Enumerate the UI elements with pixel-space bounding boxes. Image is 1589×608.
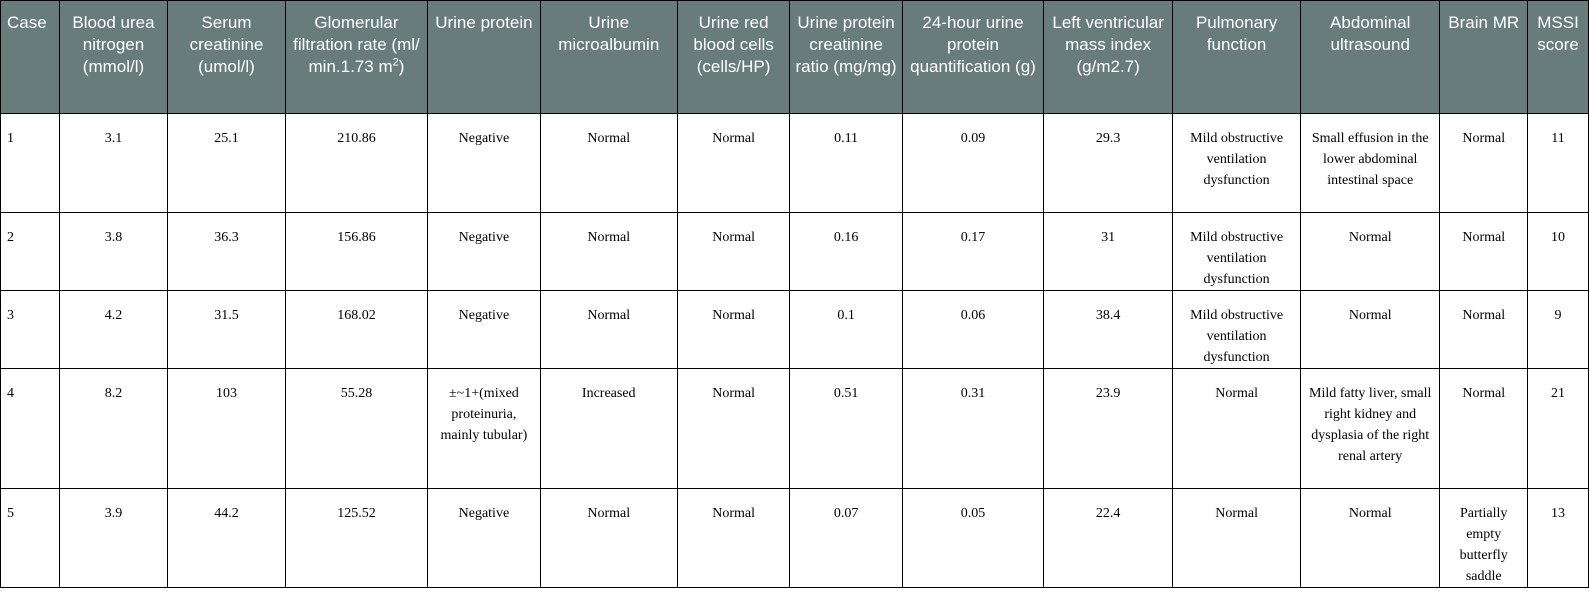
cell-urine-microalbumin: Normal — [540, 489, 677, 588]
cell-serum-creatinine: 36.3 — [168, 213, 286, 291]
cell-urine-protein: Negative — [428, 489, 540, 588]
cell-urine-microalbumin: Normal — [540, 213, 677, 291]
cell-urine-protein: Negative — [428, 114, 540, 213]
cell-case: 3 — [1, 291, 60, 369]
cell-lvmi: 38.4 — [1044, 291, 1173, 369]
table-header — [1, 1, 1589, 114]
header-blood-urea-nitrogen: Blood urea nitrogen (mmol/l) — [59, 1, 167, 114]
cell-urine-rbc: Normal — [677, 291, 789, 369]
header-serum-creatinine: Serum creatinine (umol/l) — [168, 1, 286, 114]
cell-case: 4 — [1, 369, 60, 489]
header-mssi-score: MSSI score — [1528, 1, 1589, 114]
table-row — [1, 369, 1589, 489]
cell-24h-protein: 0.31 — [902, 369, 1043, 489]
cell-abdominal-ultrasound: Mild fatty liver, small right kidney and dysplasia of the right renal artery — [1301, 369, 1440, 489]
cell-pulmonary: Mild obstructive ventilation dysfunction — [1173, 114, 1301, 213]
cell-urine-protein: Negative — [428, 291, 540, 369]
cell-upcr: 0.1 — [790, 291, 902, 369]
cell-brain-mr: Normal — [1440, 369, 1528, 489]
cell-abdominal-ultrasound: Small effusion in the lower abdominal intestinal space — [1301, 114, 1440, 213]
cell-24h-protein: 0.05 — [902, 489, 1043, 588]
cell-case: 1 — [1, 114, 60, 213]
cell-mssi: 21 — [1528, 369, 1589, 489]
cell-mssi: 9 — [1528, 291, 1589, 369]
cell-24h-protein: 0.09 — [902, 114, 1043, 213]
cell-pulmonary: Normal — [1173, 489, 1301, 588]
cell-upcr: 0.51 — [790, 369, 902, 489]
cell-mssi: 13 — [1528, 489, 1589, 588]
cell-lvmi: 22.4 — [1044, 489, 1173, 588]
cell-pulmonary: Normal — [1173, 369, 1301, 489]
table-row — [1, 213, 1589, 291]
cell-abdominal-ultrasound: Normal — [1301, 213, 1440, 291]
header-left-ventricular-mass-index: Left ventricular mass index (g/m2.7) — [1044, 1, 1173, 114]
cell-abdominal-ultrasound: Normal — [1301, 489, 1440, 588]
cell-upcr: 0.07 — [790, 489, 902, 588]
cell-gfr: 156.86 — [285, 213, 427, 291]
cell-serum-creatinine: 31.5 — [168, 291, 286, 369]
cell-lvmi: 29.3 — [1044, 114, 1173, 213]
cell-mssi: 10 — [1528, 213, 1589, 291]
cell-pulmonary: Mild obstructive ventilation dysfunction — [1173, 291, 1301, 369]
cell-urine-rbc: Normal — [677, 114, 789, 213]
table-body — [1, 114, 1589, 588]
header-gfr-superscript: 2 — [392, 56, 399, 69]
cell-case: 2 — [1, 213, 60, 291]
header-abdominal-ultrasound: Abdominal ultrasound — [1301, 1, 1440, 114]
cell-bun: 8.2 — [59, 369, 167, 489]
cell-pulmonary: Mild obstructive ventilation dysfunction — [1173, 213, 1301, 291]
cell-brain-mr: Normal — [1440, 213, 1528, 291]
cell-upcr: 0.11 — [790, 114, 902, 213]
header-case: Case — [1, 1, 60, 114]
cell-lvmi: 23.9 — [1044, 369, 1173, 489]
cell-gfr: 210.86 — [285, 114, 427, 213]
cell-serum-creatinine: 44.2 — [168, 489, 286, 588]
cell-bun: 4.2 — [59, 291, 167, 369]
cell-bun: 3.8 — [59, 213, 167, 291]
header-row — [1, 1, 1589, 114]
header-gfr-tail: ) — [398, 57, 405, 76]
cell-24h-protein: 0.17 — [902, 213, 1043, 291]
cell-gfr: 168.02 — [285, 291, 427, 369]
header-pulmonary-function: Pulmonary function — [1173, 1, 1301, 114]
header-glomerular-filtration-rate — [285, 1, 427, 114]
header-urine-protein-creatinine-ratio: Urine protein creatinine ratio (mg/mg) — [790, 1, 902, 114]
cell-urine-microalbumin: Normal — [540, 114, 677, 213]
cell-urine-protein: ±~1+(mixed proteinuria, mainly tubular) — [428, 369, 540, 489]
cell-case: 5 — [1, 489, 60, 588]
header-urine-microalbumin: Urine microalbumin — [540, 1, 677, 114]
header-gfr-text: Glomerular filtration rate (ml/ min.1.73 m — [293, 13, 420, 76]
cell-urine-rbc: Normal — [677, 213, 789, 291]
header-urine-red-blood-cells: Urine red blood cells (cells/HP) — [677, 1, 789, 114]
cell-urine-rbc: Normal — [677, 489, 789, 588]
table-row — [1, 114, 1589, 213]
cell-urine-protein: Negative — [428, 213, 540, 291]
header-urine-protein: Urine protein — [428, 1, 540, 114]
cell-urine-rbc: Normal — [677, 369, 789, 489]
cell-brain-mr: Partially empty butterfly saddle — [1440, 489, 1528, 588]
cell-brain-mr: Normal — [1440, 114, 1528, 213]
table-row — [1, 489, 1589, 588]
cell-upcr: 0.16 — [790, 213, 902, 291]
cell-brain-mr: Normal — [1440, 291, 1528, 369]
cell-urine-microalbumin: Normal — [540, 291, 677, 369]
header-24h-urine-protein: 24-hour urine protein quantification (g) — [902, 1, 1043, 114]
table-row — [1, 291, 1589, 369]
cell-abdominal-ultrasound: Normal — [1301, 291, 1440, 369]
cell-serum-creatinine: 25.1 — [168, 114, 286, 213]
header-brain-mr: Brain MR — [1440, 1, 1528, 114]
cell-serum-creatinine: 103 — [168, 369, 286, 489]
cell-gfr: 55.28 — [285, 369, 427, 489]
cell-bun: 3.9 — [59, 489, 167, 588]
cell-mssi: 11 — [1528, 114, 1589, 213]
cell-gfr: 125.52 — [285, 489, 427, 588]
cell-bun: 3.1 — [59, 114, 167, 213]
cell-24h-protein: 0.06 — [902, 291, 1043, 369]
cell-urine-microalbumin: Increased — [540, 369, 677, 489]
cell-lvmi: 31 — [1044, 213, 1173, 291]
